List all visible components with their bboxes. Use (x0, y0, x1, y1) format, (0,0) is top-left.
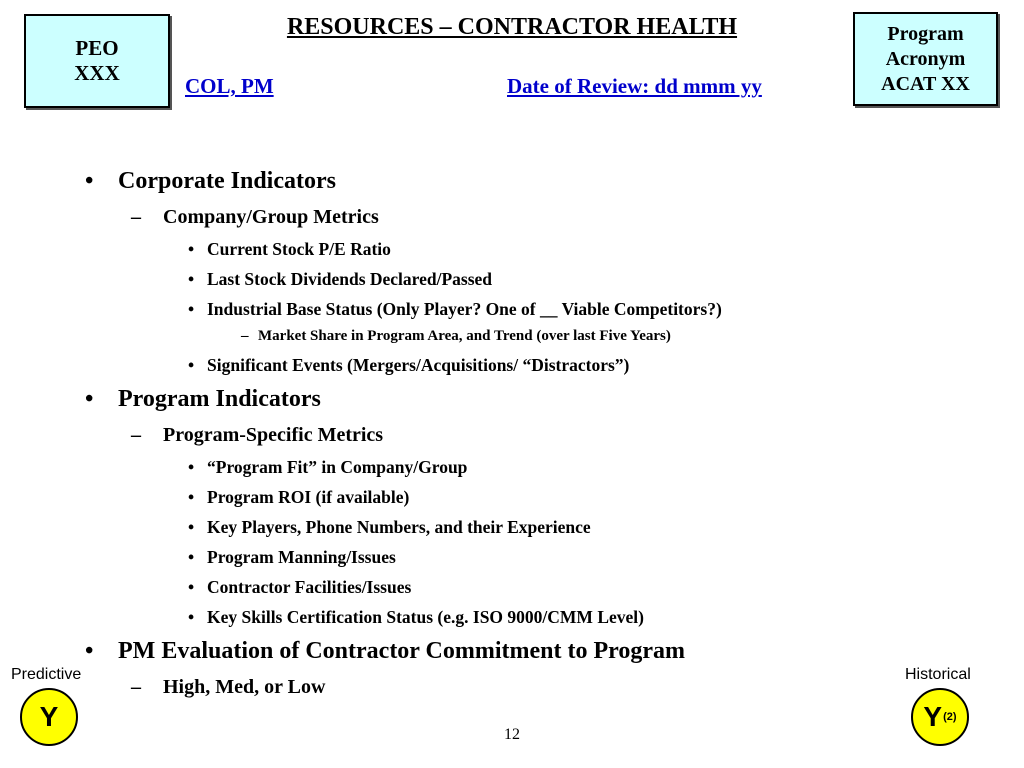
review-date-link[interactable]: Date of Review: dd mmm yy (507, 74, 762, 98)
outline-item-text: Contractor Facilities/Issues (207, 577, 412, 597)
bullet-marker: • (85, 168, 94, 194)
dash-marker: – (131, 206, 141, 228)
outline-item-text: Program Manning/Issues (207, 547, 396, 567)
reviewer-link[interactable]: COL, PM (185, 74, 274, 98)
outline-item-text: Significant Events (Mergers/Acquisitions/ “Distractors”) (207, 355, 630, 375)
outline-item-level-3 (188, 547, 396, 568)
outline-item-level-3 (188, 457, 468, 478)
bullet-marker: • (85, 386, 94, 412)
outline-item-level-2 (131, 676, 326, 699)
outline-item-text: High, Med, or Low (163, 676, 326, 698)
outline-item-level-3 (188, 269, 493, 290)
outline-item-level-3 (188, 607, 644, 628)
predictive-status-badge (20, 688, 78, 746)
outline-item-text: “Program Fit” in Company/Group (207, 457, 468, 477)
bullet-marker: • (188, 269, 195, 289)
bullet-marker: • (188, 239, 195, 259)
outline-item-text: Program Indicators (118, 386, 321, 412)
outline-item-text: Company/Group Metrics (163, 206, 379, 228)
outline-item-text: Market Share in Program Area, and Trend (over last Five Years) (258, 328, 671, 344)
historical-label: Historical (905, 666, 971, 683)
bullet-marker: • (188, 577, 195, 597)
outline-item-level-3 (188, 355, 630, 376)
outline-item-text: Program-Specific Metrics (163, 424, 384, 446)
outline-item-level-3 (188, 239, 391, 260)
outline-item-level-3 (188, 577, 412, 598)
historical-value: Y (923, 701, 943, 732)
outline-item-text: Industrial Base Status (Only Player? One of __ Viable Competitors?) (207, 299, 722, 319)
outline-item-level-2 (131, 206, 379, 229)
outline-item-text: Key Skills Certification Status (e.g. ISO 9000/CMM Level) (207, 607, 644, 627)
predictive-label: Predictive (11, 666, 82, 683)
outline-item-level-1 (85, 168, 336, 195)
outline-item-text: Corporate Indicators (118, 168, 336, 194)
page-title: RESOURCES – CONTRACTOR HEALTH (286, 14, 738, 40)
bullet-marker: • (188, 299, 195, 319)
historical-status-badge (911, 688, 969, 746)
outline-item-level-3 (188, 517, 591, 538)
outline-item-text: Key Players, Phone Numbers, and their Experience (207, 517, 591, 537)
dash-marker: – (241, 328, 249, 344)
bullet-marker: • (188, 607, 195, 627)
outline-item-level-3 (188, 487, 410, 508)
bullet-marker: • (188, 457, 195, 477)
predictive-value: Y (39, 701, 59, 732)
peo-label: PEO (75, 36, 119, 60)
bullet-marker: • (188, 487, 195, 507)
program-label: Program (887, 22, 964, 45)
bullet-marker: • (188, 547, 195, 567)
outline-item-level-1 (85, 386, 321, 413)
bullet-marker: • (188, 355, 195, 375)
outline-item-text: PM Evaluation of Contractor Commitment to Program (118, 638, 685, 664)
bullet-marker: • (85, 638, 94, 664)
outline-item-level-2 (131, 424, 384, 447)
program-box (853, 12, 998, 106)
outline-item-level-1 (85, 638, 685, 665)
dash-marker: – (131, 424, 141, 446)
outline-item-level-3 (188, 299, 722, 320)
outline-item-text: Last Stock Dividends Declared/Passed (207, 269, 493, 289)
outline-item-text: Current Stock P/E Ratio (207, 239, 391, 259)
outline-item-text: Program ROI (if available) (207, 487, 410, 507)
acat-label: ACAT XX (881, 72, 970, 95)
historical-note: (2) (943, 711, 957, 723)
outline-item-level-4 (241, 328, 671, 345)
dash-marker: – (131, 676, 141, 698)
bullet-marker: • (188, 517, 195, 537)
page-number: 12 (504, 726, 520, 743)
peo-code: XXX (74, 61, 120, 85)
acronym-label: Acronym (885, 47, 966, 70)
